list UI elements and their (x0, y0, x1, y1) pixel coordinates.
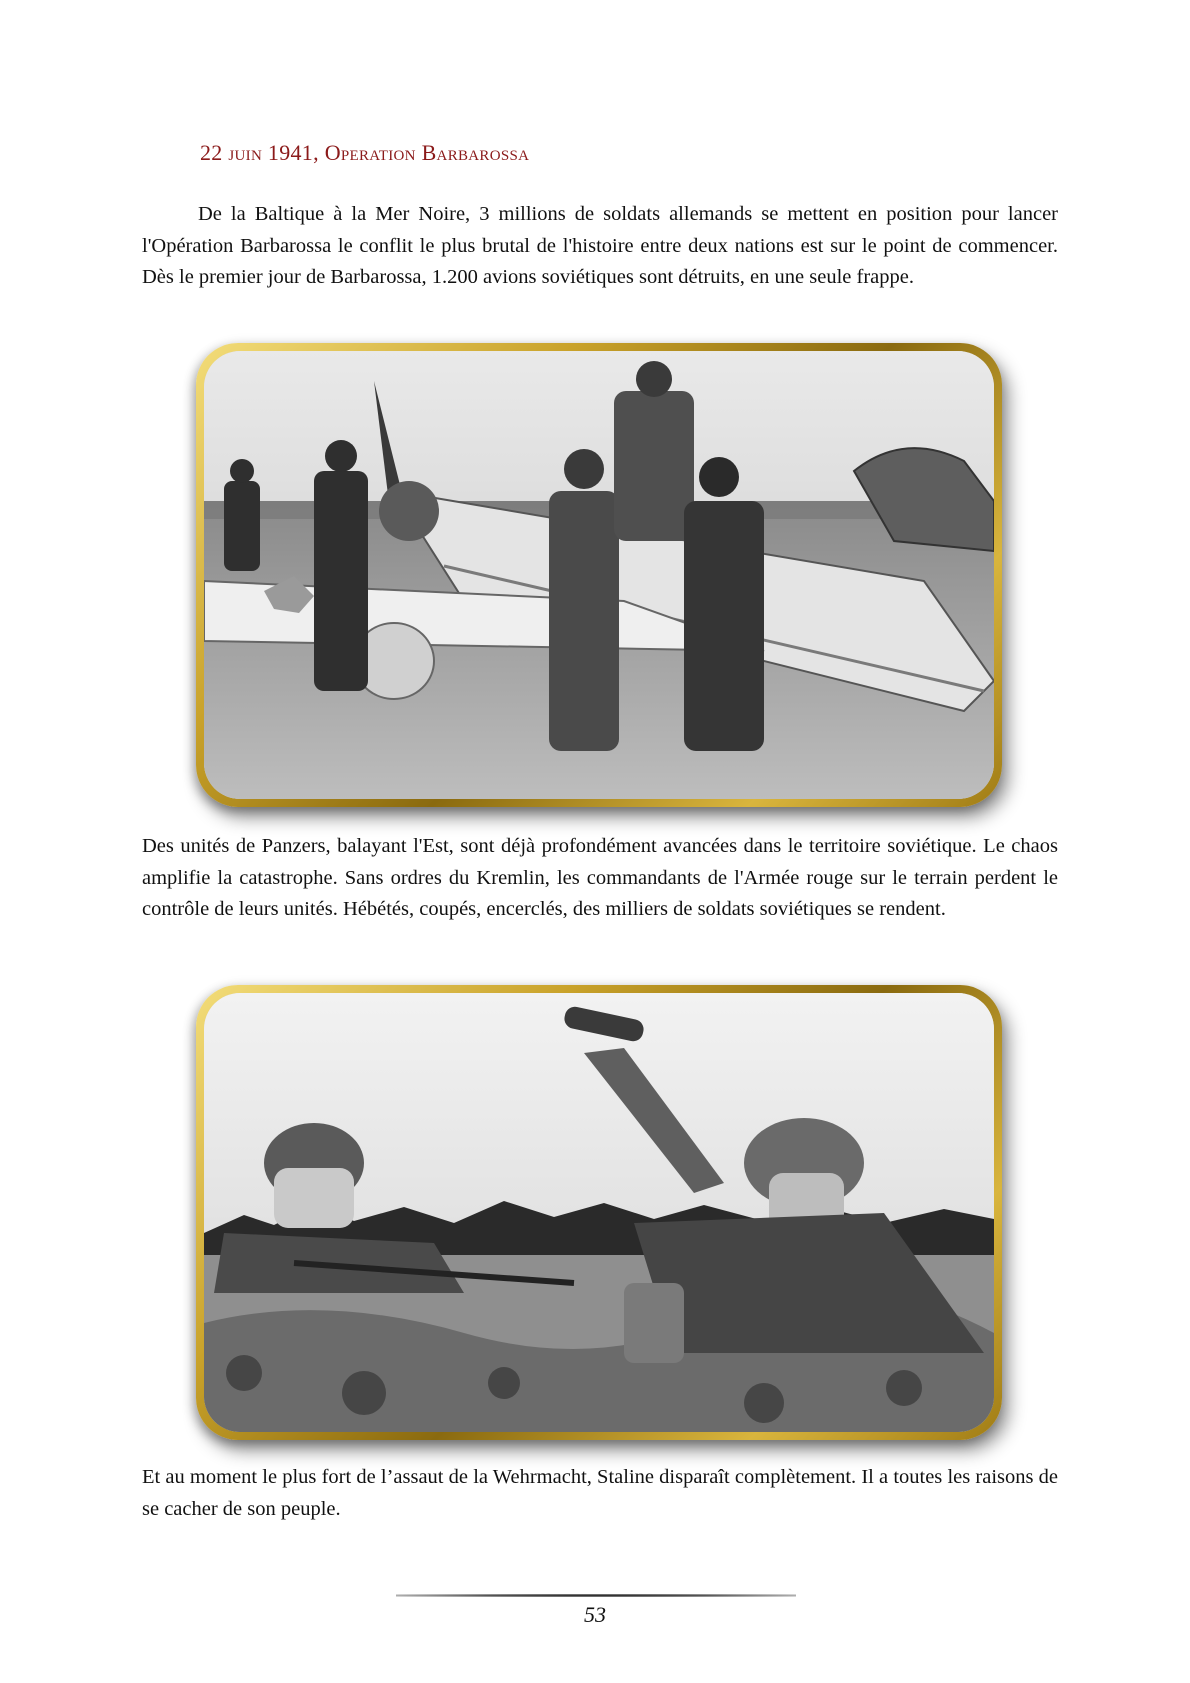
infantry-photo-illustration (204, 993, 994, 1432)
paragraph-staline: Et au moment le plus fort de l’assaut de la Wehrmacht, Staline disparaît complètement. Il a toutes les raisons de se cacher de son peuple. (142, 1466, 1058, 1520)
photo-soldiers-with-captured-aircraft (204, 351, 994, 799)
page-number: 53 (584, 1602, 606, 1627)
photo-infantry-grenade-throw (204, 993, 994, 1432)
aircraft-photo-illustration (204, 351, 994, 799)
paragraph-panzers: Des unités de Panzers, balayant l'Est, sont déjà profondément avancées dans le territoire soviétique. Le chaos amplifie la catastrophe. Sans ordres du Kremlin, les commandants de l'Armée rouge sur le terrain perdent le contrôle de leurs unités. Hébétés, coupés, encerclés, des milliers de soldats soviétiques se rendent. (142, 835, 1058, 920)
footer-divider (396, 1594, 796, 1597)
photo-frame-aircraft (196, 343, 1002, 807)
paragraph-intro: De la Baltique à la Mer Noire, 3 millions de soldats allemands se mettent en position pour lancer l'Opération Barbarossa le conflit le plus brutal de l'histoire entre deux nations est sur le point de commencer. Dès le premier jour de Barbarossa, 1.200 avions soviétiques sont détruits, en une seule frappe. (142, 203, 1058, 288)
photo-frame-infantry (196, 985, 1002, 1440)
section-title: 22 juin 1941, Operation Barbarossa (200, 140, 530, 165)
